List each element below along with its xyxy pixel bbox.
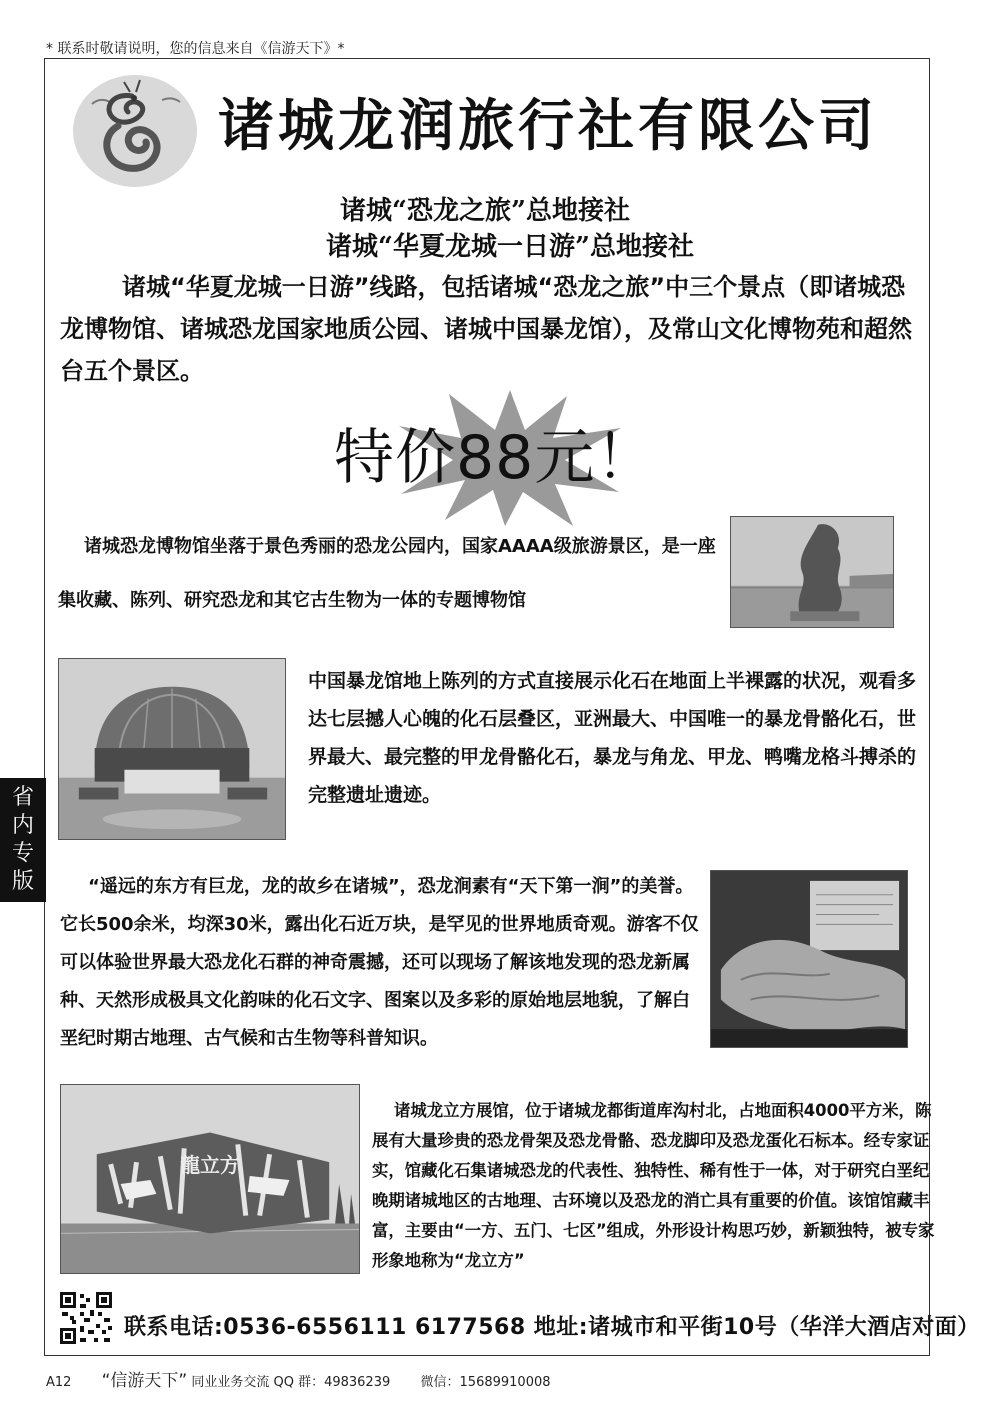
side-tab-char: 专 xyxy=(11,841,34,866)
side-tab-char: 内 xyxy=(11,813,34,838)
subtitle-dinosaur-tour: 诸城“恐龙之旅”总地接社 xyxy=(340,196,630,226)
gully-text: “遥远的东方有巨龙，龙的故乡在诸城”，恐龙涧素有“天下第一涧”的美誉。它长500余米，均深30米，露出化石近万块，是罕见的世界地质奇观。游客不仅可以体验世界最大恐龙化石群的神奇震撼，还可以现场了解该地发现的恐龙新属种、天然形成极具文化韵味的化石文字、图案以及多彩的原始地层地貌，了解白垩纪时期古地理、古气候和古生物等科普知识。 xyxy=(60,876,699,1049)
tyrannosaur-paragraph: 中国暴龙馆地上陈列的方式直接展示化石在地面上半裸露的状况，观看多达七层撼人心魄的化石层叠区，亚洲最大、中国唯一的暴龙骨骼化石，世界最大、最完整的甲龙骨骼化石，暴龙与角龙、甲龙、鸭嘴龙格斗搏杀的完整遗址遗迹。 xyxy=(308,670,917,806)
dragon-cube-paragraph xyxy=(372,1096,936,1276)
museum-paragraph xyxy=(58,520,723,628)
intro-paragraph xyxy=(60,266,922,392)
gully-paragraph xyxy=(60,868,700,1058)
company-title: 诸城龙润旅行社有限公司 xyxy=(218,94,878,159)
museum-text: 诸城恐龙博物馆坐落于景色秀丽的恐龙公园内，国家AAAA级旅游景区，是一座集收藏、陈列、研究恐龙和其它古生物为一体的专题博物馆 xyxy=(58,536,716,611)
footer-wechat: 微信：15689910008 xyxy=(420,1375,551,1390)
side-tab xyxy=(0,778,46,902)
dragon-cube-photo xyxy=(60,1084,360,1274)
contact-line: 联系电话:0536-6556111 6177568 地址:诸城市和平街10号（华洋大酒店对面） xyxy=(124,1315,980,1340)
side-tab-char: 版 xyxy=(11,869,34,894)
top-note: * 联系时敬请说明，您的信息来自《信游天下》* xyxy=(46,41,345,57)
footer xyxy=(46,1366,551,1391)
dragon-logo-icon xyxy=(70,72,200,190)
intro-text: 诸城“华夏龙城一日游”线路，包括诸城“恐龙之旅”中三个景点（即诸城恐龙博物馆、诸城恐龙国家地质公园、诸城中国暴龙馆），及常山文化博物苑和超然台五个景区。 xyxy=(60,273,912,385)
fossil-gully-photo xyxy=(710,870,908,1048)
page-number: A12 xyxy=(46,1375,72,1390)
dragon-cube-sign: 龍立方 xyxy=(180,1154,240,1178)
dragon-cube-text: 诸城龙立方展馆，位于诸城龙都街道库沟村北，占地面积4000平方米，陈展有大量珍贵的恐龙骨架及恐龙骨骼、恐龙脚印及恐龙蛋化石标本。经专家证实，馆藏化石集诸城恐龙的代表性、独特性、稀有性于一体，对于研究白垩纪晚期诸城地区的古地理、古环境以及恐龙的消亡具有重要的价值。该馆馆藏丰富，主要由“一方、五门、七区”组成，外形设计构思巧妙，新颖独特，被专家形象地称为“龙立方” xyxy=(372,1101,935,1270)
side-tab-char: 省 xyxy=(11,785,34,810)
subtitle-day-tour: 诸城“华夏龙城一日游”总地接社 xyxy=(326,232,694,262)
qr-code-icon[interactable] xyxy=(58,1290,114,1346)
museum-rock-photo xyxy=(730,516,894,628)
footer-qq-group: 同业业务交流 QQ 群：49836239 xyxy=(191,1375,391,1390)
footer-brand: “信游天下” xyxy=(101,1371,188,1391)
tyrannosaur-hall-photo xyxy=(58,658,286,840)
price-banner: 特价88元！ xyxy=(334,423,657,493)
